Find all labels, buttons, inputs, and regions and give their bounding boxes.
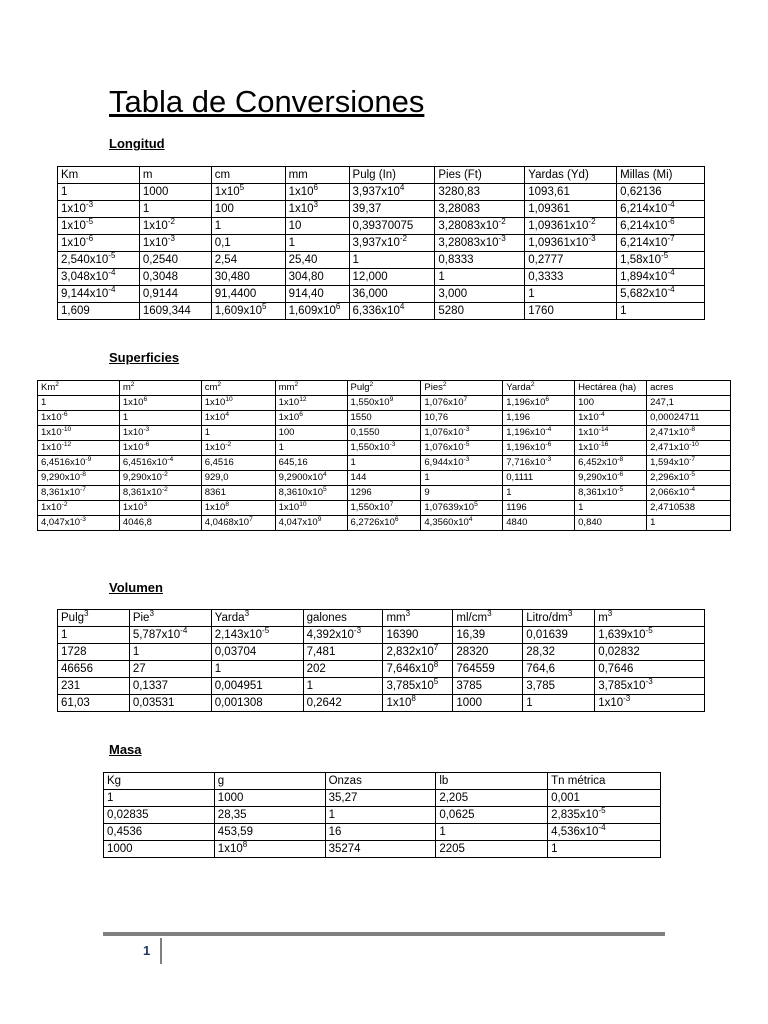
table-cell: $2,471x10^{-10}$ xyxy=(647,441,731,456)
table-cell: $3,28083x10^{-3}$ xyxy=(435,235,525,252)
table-cell: 1 xyxy=(211,218,285,235)
section-heading-superficies: Superficies xyxy=(109,350,180,365)
table-cell: 3785 xyxy=(453,678,523,695)
table-header-row xyxy=(104,773,661,790)
table-row xyxy=(38,516,731,531)
table-header-cell: Millas (Mi) xyxy=(617,167,705,184)
table-cell: 0,01639 xyxy=(523,627,595,644)
table-cell: $2,540x10^{-5}$ xyxy=(58,252,140,269)
table-cell: 39,37 xyxy=(349,201,435,218)
table-header-cell: mm xyxy=(285,167,349,184)
table-cell: $2,471x10^{-8}$ xyxy=(647,426,731,441)
table-cell: $5,682x10^{-4}$ xyxy=(617,286,705,303)
table-cell: $9,290x10^{-6}$ xyxy=(575,471,647,486)
table-cell: 2205 xyxy=(436,841,548,858)
table-cell: $4,047x10^9$ xyxy=(275,516,347,531)
table-cell: $3,048x10^{-4}$ xyxy=(58,269,140,286)
table-cell: $4,047x10^{-3}$ xyxy=(38,516,120,531)
table-cell: $1x10^6$ xyxy=(275,411,347,426)
table-header-cell: Yardas (Yd) xyxy=(525,167,617,184)
table-cell: 0,1 xyxy=(211,235,285,252)
table-header-cell: $mm^3$ xyxy=(383,610,453,627)
table-cell: 12,000 xyxy=(349,269,435,286)
section-heading-volumen: Volumen xyxy=(109,580,163,595)
table-cell: 10 xyxy=(285,218,349,235)
table-cell: $2,296x10^{-5}$ xyxy=(647,471,731,486)
table-cell: 3,785 xyxy=(523,678,595,695)
table-longitud xyxy=(57,166,705,320)
table-header-cell: Pulg$^3$ xyxy=(58,610,130,627)
table-cell: 929,0 xyxy=(201,471,275,486)
table-cell: 10,76 xyxy=(421,411,503,426)
table-cell: $1,550x10^7$ xyxy=(347,501,421,516)
table-cell: 100 xyxy=(575,396,647,411)
table-cell: 1 xyxy=(119,411,201,426)
table-row xyxy=(58,644,705,661)
table-header-row xyxy=(38,381,731,396)
table-cell: 0,4536 xyxy=(104,824,215,841)
table-cell: 46656 xyxy=(58,661,130,678)
table-cell: $8,361x10^{-2}$ xyxy=(119,486,201,501)
table-row xyxy=(38,411,731,426)
table-cell: 100 xyxy=(275,426,347,441)
table-cell: $6,4516x10^{-4}$ xyxy=(119,456,201,471)
table-cell: $1x10^{-4}$ xyxy=(575,411,647,426)
table-cell: 914,40 xyxy=(285,286,349,303)
table-cell: $1,09361x10^{-2}$ xyxy=(525,218,617,235)
table-cell: 28,32 xyxy=(523,644,595,661)
table-cell: $6,452x10^{-8}$ xyxy=(575,456,647,471)
table-cell: 25,40 xyxy=(285,252,349,269)
table-cell: $1x10^{10}$ xyxy=(275,501,347,516)
table-cell: $6,336x10^4$ xyxy=(349,303,435,320)
table-cell: 1 xyxy=(325,807,436,824)
table-cell: $9,2900x10^4$ xyxy=(275,471,347,486)
table-cell: $7,646x10^8$ xyxy=(383,661,453,678)
table-cell: 0,00024711 xyxy=(647,411,731,426)
table-cell: $1x10^{-6}$ xyxy=(58,235,140,252)
table-cell: 0,2540 xyxy=(139,252,211,269)
table-cell: $6,2726x10^6$ xyxy=(347,516,421,531)
table-cell: 1 xyxy=(617,303,705,320)
table-cell: 1 xyxy=(575,501,647,516)
table-cell: 0,1550 xyxy=(347,426,421,441)
table-cell: 91,4400 xyxy=(211,286,285,303)
table-cell: 8361 xyxy=(201,486,275,501)
table-cell: $9,144x10^{-4}$ xyxy=(58,286,140,303)
table-header-cell: lb xyxy=(436,773,548,790)
table-volumen xyxy=(57,609,705,712)
table-cell: $1x10^8$ xyxy=(214,841,325,858)
table-cell: 0,39370075 xyxy=(349,218,435,235)
table-cell: 2,54 xyxy=(211,252,285,269)
table-cell: 0,1337 xyxy=(129,678,211,695)
table-header-row xyxy=(58,167,705,184)
table-cell: 0,2642 xyxy=(303,695,383,712)
table-cell: $1,550x10^{-3}$ xyxy=(347,441,421,456)
table-header-cell: Tn métrica xyxy=(548,773,661,790)
table-cell: 0,62136 xyxy=(617,184,705,201)
section-heading-longitud: Longitud xyxy=(109,136,165,151)
table-row xyxy=(38,426,731,441)
table-header-cell: Yarda$^3$ xyxy=(211,610,303,627)
table-cell: $1,07639x10^5$ xyxy=(421,501,503,516)
table-cell: 6,4516 xyxy=(201,456,275,471)
table-cell: 1728 xyxy=(58,644,130,661)
table-cell: 1550 xyxy=(347,411,421,426)
table-cell: 27 xyxy=(129,661,211,678)
table-header-cell: Km xyxy=(58,167,140,184)
table-cell: $1x10^{-2}$ xyxy=(139,218,211,235)
table-header-cell: m xyxy=(139,167,211,184)
table-cell: $1x10^{-14}$ xyxy=(575,426,647,441)
table-cell: 4840 xyxy=(503,516,575,531)
table-cell: $1x10^{-3}$ xyxy=(58,201,140,218)
table-cell: 0,02835 xyxy=(104,807,215,824)
table-header-cell: acres xyxy=(647,381,731,396)
table-header-cell: Yarda$^2$ xyxy=(503,381,575,396)
table-cell: $1x10^4$ xyxy=(201,411,275,426)
table-cell: 1 xyxy=(285,235,349,252)
table-cell: $3,937x10^4$ xyxy=(349,184,435,201)
table-cell: 1 xyxy=(523,695,595,712)
table-cell: 0,001 xyxy=(548,790,661,807)
table-row xyxy=(58,235,705,252)
table-cell: $1x10^{-6}$ xyxy=(119,441,201,456)
table-cell: $6,944x10^{-3}$ xyxy=(421,456,503,471)
table-cell: 1 xyxy=(435,269,525,286)
table-cell: 1 xyxy=(104,790,215,807)
table-cell: 1,609 xyxy=(58,303,140,320)
table-cell: $1x10^5$ xyxy=(211,184,285,201)
table-cell: 1296 xyxy=(347,486,421,501)
table-cell: 1 xyxy=(139,201,211,218)
table-cell: 0,3048 xyxy=(139,269,211,286)
table-cell: 1093,61 xyxy=(525,184,617,201)
table-cell: 2,4710538 xyxy=(647,501,731,516)
table-cell: 1 xyxy=(201,426,275,441)
table-header-cell: cm xyxy=(211,167,285,184)
table-cell: 0,7646 xyxy=(595,661,705,678)
table-cell: 1 xyxy=(503,486,575,501)
table-cell: 0,001308 xyxy=(211,695,303,712)
table-cell: $2,835x10^{-5}$ xyxy=(548,807,661,824)
table-cell: 0,004951 xyxy=(211,678,303,695)
table-cell: 1 xyxy=(436,824,548,841)
table-header-cell: Pulg (In) xyxy=(349,167,435,184)
table-header-cell: Pulg$^2$ xyxy=(347,381,421,396)
table-cell: $4,3560x10^4$ xyxy=(421,516,503,531)
table-cell: 0,9144 xyxy=(139,286,211,303)
table-cell: $3,937x10^{-2}$ xyxy=(349,235,435,252)
table-row xyxy=(38,396,731,411)
table-cell: $1x10^6$ xyxy=(285,184,349,201)
table-header-cell: $m^3$ xyxy=(595,610,705,627)
table-cell: 7,481 xyxy=(303,644,383,661)
table-cell: $1x10^3$ xyxy=(119,501,201,516)
table-cell: 1 xyxy=(303,678,383,695)
table-cell: $1,076x10^{-3}$ xyxy=(421,426,503,441)
table-cell: 1 xyxy=(275,441,347,456)
table-row xyxy=(38,471,731,486)
table-cell: 1760 xyxy=(525,303,617,320)
table-cell: 645,16 xyxy=(275,456,347,471)
table-cell: 1 xyxy=(525,286,617,303)
table-row xyxy=(104,824,661,841)
table-cell: 1 xyxy=(421,471,503,486)
table-cell: $1x10^{-2}$ xyxy=(38,501,120,516)
table-cell: 1 xyxy=(347,456,421,471)
table-row xyxy=(58,286,705,303)
table-header-row xyxy=(58,610,705,627)
table-row xyxy=(104,790,661,807)
table-cell: $9,290x10^{-2}$ xyxy=(119,471,201,486)
table-cell: $1x10^{12}$ xyxy=(275,396,347,411)
table-cell: $1x10^8$ xyxy=(383,695,453,712)
table-cell: $1,58x10^{-5}$ xyxy=(617,252,705,269)
table-superficies xyxy=(37,380,731,531)
footer-separator xyxy=(160,938,162,964)
table-cell: 202 xyxy=(303,661,383,678)
table-row xyxy=(58,627,705,644)
table-header-cell: $mm^2$ xyxy=(275,381,347,396)
table-cell: 2,205 xyxy=(436,790,548,807)
table-row xyxy=(104,841,661,858)
table-cell: $1x10^{10}$ xyxy=(201,396,275,411)
table-row xyxy=(58,695,705,712)
table-cell: 1 xyxy=(58,627,130,644)
table-cell: 1 xyxy=(129,644,211,661)
table-cell: 1000 xyxy=(453,695,523,712)
table-cell: 1196 xyxy=(503,501,575,516)
table-cell: $1,196x10^6$ xyxy=(503,396,575,411)
table-cell: $4,536x10^{-4}$ xyxy=(548,824,661,841)
table-cell: 304,80 xyxy=(285,269,349,286)
table-header-cell: g xyxy=(214,773,325,790)
table-row xyxy=(38,441,731,456)
table-row xyxy=(58,661,705,678)
table-cell: $1x10^{-3}$ xyxy=(595,695,705,712)
table-header-cell: $m^2$ xyxy=(119,381,201,396)
table-row xyxy=(58,184,705,201)
table-masa xyxy=(103,772,661,858)
table-cell: 1,09361 xyxy=(525,201,617,218)
table-cell: $5,787x10^{-4}$ xyxy=(129,627,211,644)
table-cell: $1,594x10^{-7}$ xyxy=(647,456,731,471)
table-cell: 144 xyxy=(347,471,421,486)
table-cell: $1,639x10^{-5}$ xyxy=(595,627,705,644)
table-row xyxy=(38,501,731,516)
table-cell: $6,214x10^{-6}$ xyxy=(617,218,705,235)
table-cell: 0,2777 xyxy=(525,252,617,269)
table-cell: $2,066x10^{-4}$ xyxy=(647,486,731,501)
table-cell: 36,000 xyxy=(349,286,435,303)
table-cell: $8,3610x10^5$ xyxy=(275,486,347,501)
table-cell: 453,59 xyxy=(214,824,325,841)
table-cell: 16,39 xyxy=(453,627,523,644)
table-cell: 0,0625 xyxy=(436,807,548,824)
table-cell: $3,28083x10^{-2}$ xyxy=(435,218,525,235)
table-cell: 3280,83 xyxy=(435,184,525,201)
table-cell: 1,196 xyxy=(503,411,575,426)
table-cell: 1 xyxy=(349,252,435,269)
table-cell: 0,03704 xyxy=(211,644,303,661)
table-row xyxy=(58,201,705,218)
table-cell: $1,196x10^{-6}$ xyxy=(503,441,575,456)
table-cell: 764,6 xyxy=(523,661,595,678)
table-cell: 35,27 xyxy=(325,790,436,807)
table-cell: 3,000 xyxy=(435,286,525,303)
table-cell: $1,550x10^9$ xyxy=(347,396,421,411)
table-header-cell: Kg xyxy=(104,773,215,790)
table-cell: 1000 xyxy=(214,790,325,807)
table-cell: 1 xyxy=(548,841,661,858)
section-heading-masa: Masa xyxy=(109,742,142,757)
table-cell: 28320 xyxy=(453,644,523,661)
table-cell: $8,361x10^{-7}$ xyxy=(38,486,120,501)
table-cell: $3,785x10^5$ xyxy=(383,678,453,695)
table-cell: 0,8333 xyxy=(435,252,525,269)
table-cell: 61,03 xyxy=(58,695,130,712)
table-cell: $1x10^{-16}$ xyxy=(575,441,647,456)
table-cell: $1,196x10^{-4}$ xyxy=(503,426,575,441)
table-row xyxy=(38,486,731,501)
table-header-cell: Pies$^2$ xyxy=(421,381,503,396)
table-cell: $9,290x10^{-8}$ xyxy=(38,471,120,486)
table-cell: $4,0468x10^7$ xyxy=(201,516,275,531)
table-cell: 16 xyxy=(325,824,436,841)
table-cell: 4046,8 xyxy=(119,516,201,531)
table-cell: $1x10^8$ xyxy=(201,501,275,516)
table-cell: $1x10^{-6}$ xyxy=(38,411,120,426)
table-cell: 28,35 xyxy=(214,807,325,824)
table-row xyxy=(58,218,705,235)
table-row xyxy=(58,303,705,320)
table-cell: $1x10^{-10}$ xyxy=(38,426,120,441)
table-cell: 231 xyxy=(58,678,130,695)
table-cell: 1 xyxy=(58,184,140,201)
table-cell: 16390 xyxy=(383,627,453,644)
table-cell: 5280 xyxy=(435,303,525,320)
table-cell: 0,3333 xyxy=(525,269,617,286)
table-cell: $1x10^6$ xyxy=(119,396,201,411)
table-row xyxy=(58,252,705,269)
table-cell: 1609,344 xyxy=(139,303,211,320)
table-cell: 35274 xyxy=(325,841,436,858)
table-header-cell: Onzas xyxy=(325,773,436,790)
table-cell: 0,03531 xyxy=(129,695,211,712)
table-header-cell: Hectárea (ha) xyxy=(575,381,647,396)
table-cell: 100 xyxy=(211,201,285,218)
table-cell: $6,4516x10^{-9}$ xyxy=(38,456,120,471)
table-cell: $6,214x10^{-7}$ xyxy=(617,235,705,252)
page-title: Tabla de Conversiones xyxy=(109,84,425,119)
table-row xyxy=(104,807,661,824)
table-cell: $4,392x10^{-3}$ xyxy=(303,627,383,644)
table-cell: $6,214x10^{-4}$ xyxy=(617,201,705,218)
table-cell: $1,09361x10^{-3}$ xyxy=(525,235,617,252)
table-cell: $1,894x10^{-4}$ xyxy=(617,269,705,286)
table-cell: 1 xyxy=(38,396,120,411)
table-header-cell: galones xyxy=(303,610,383,627)
table-cell: $1x10^3$ xyxy=(285,201,349,218)
table-row xyxy=(58,269,705,286)
table-cell: 1 xyxy=(647,516,731,531)
table-cell: $1,076x10^{-5}$ xyxy=(421,441,503,456)
table-cell: 764559 xyxy=(453,661,523,678)
table-cell: 1000 xyxy=(139,184,211,201)
table-header-cell: $ml/cm^3$ xyxy=(453,610,523,627)
table-cell: $1x10^{-2}$ xyxy=(201,441,275,456)
table-cell: 1 xyxy=(211,661,303,678)
table-cell: $2,143x10^{-5}$ xyxy=(211,627,303,644)
table-cell: 247,1 xyxy=(647,396,731,411)
table-cell: 1000 xyxy=(104,841,215,858)
table-cell: $1x10^{-12}$ xyxy=(38,441,120,456)
table-cell: $1x10^{-5}$ xyxy=(58,218,140,235)
table-header-cell: Pie$^3$ xyxy=(129,610,211,627)
page-number: 1 xyxy=(143,943,151,958)
table-cell: 9 xyxy=(421,486,503,501)
table-header-cell: $cm^2$ xyxy=(201,381,275,396)
table-cell: $7,716x10^{-3}$ xyxy=(503,456,575,471)
table-cell: 3,28083 xyxy=(435,201,525,218)
table-cell: $1x10^{-3}$ xyxy=(139,235,211,252)
table-cell: 0,840 xyxy=(575,516,647,531)
table-cell: $1,609x10^5$ xyxy=(211,303,285,320)
table-cell: $1x10^{-3}$ xyxy=(119,426,201,441)
table-cell: $1,609x10^6$ xyxy=(285,303,349,320)
table-header-cell: Km$^2$ xyxy=(38,381,120,396)
table-row xyxy=(38,456,731,471)
table-cell: $3,785x10^{-3}$ xyxy=(595,678,705,695)
table-cell: $8,361x10^{-5}$ xyxy=(575,486,647,501)
table-cell: 0,1111 xyxy=(503,471,575,486)
table-cell: 0,02832 xyxy=(595,644,705,661)
table-cell: $2,832x10^7$ xyxy=(383,644,453,661)
table-row xyxy=(58,678,705,695)
table-cell: $1,076x10^7$ xyxy=(421,396,503,411)
footer-rule xyxy=(103,932,665,936)
table-header-cell: Litro/$dm^3$ xyxy=(523,610,595,627)
table-header-cell: Pies (Ft) xyxy=(435,167,525,184)
table-cell: 30,480 xyxy=(211,269,285,286)
